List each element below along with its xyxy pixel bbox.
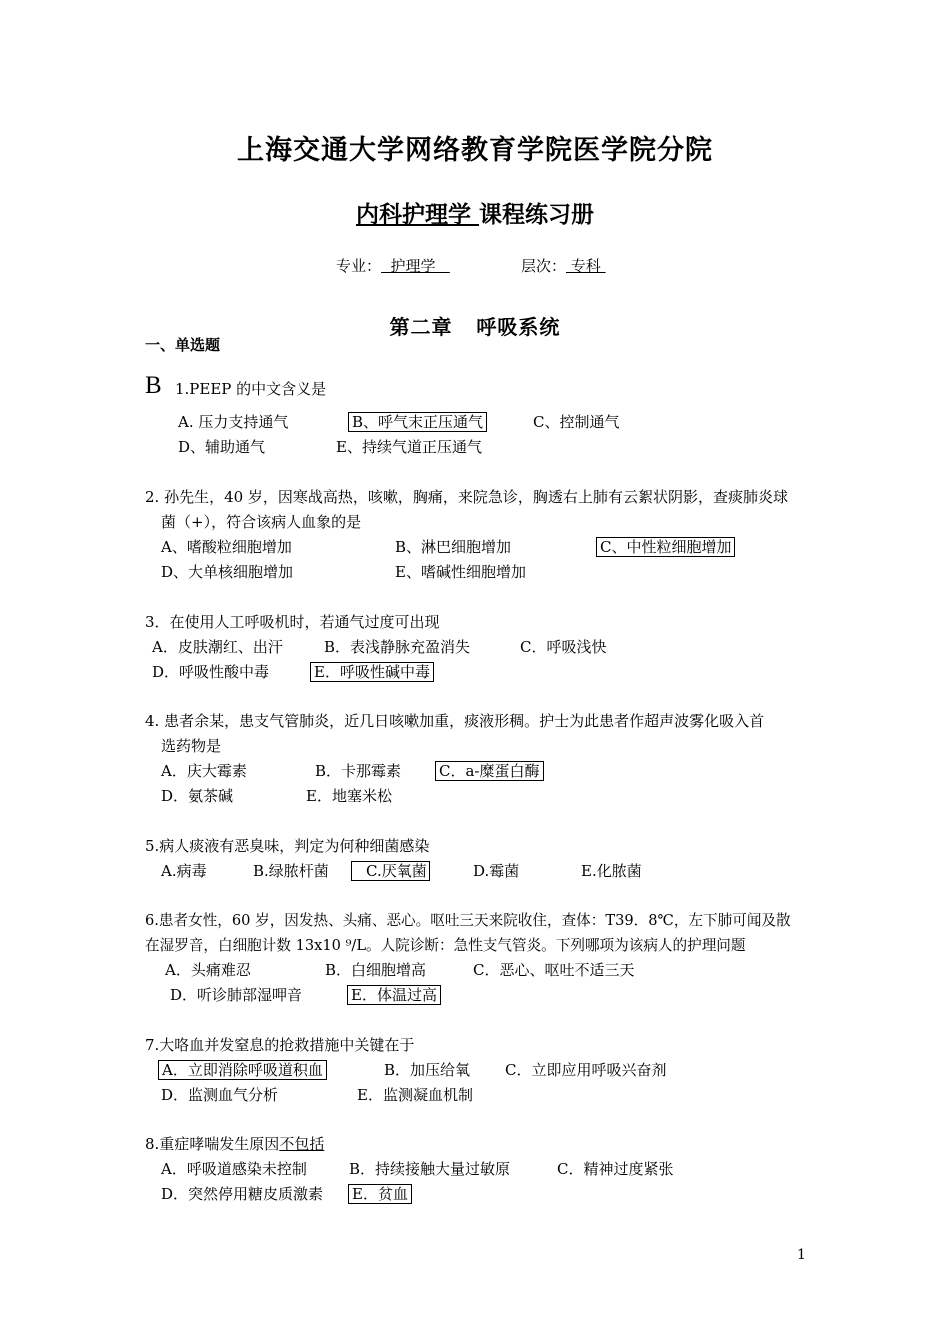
major-value: 护理学	[381, 257, 450, 275]
option-c-answer: C.厌氧菌	[351, 861, 430, 881]
chapter-title: 第二章 呼吸系统	[389, 315, 561, 339]
option-a: A．头痛难忍	[165, 961, 251, 979]
section-heading: 一、单选题	[145, 336, 221, 354]
option-b: B．白细胞增高	[325, 961, 427, 979]
option-d: D．突然停用糖皮质激素	[161, 1185, 324, 1203]
question-stem: 2. 孙先生，40 岁，因寒战高热，咳嗽，胸痛，来院急诊，胸透右上肺有云絮状阴影，查痰肺炎球	[145, 488, 788, 506]
option-b: B．加压给氧	[384, 1061, 471, 1079]
option-e-answer: E．呼吸性碱中毒	[310, 662, 434, 682]
option-c: C．恶心、呕吐不适三天	[473, 961, 635, 979]
option-d: D.霉菌	[473, 862, 520, 880]
level-value: 专科	[566, 257, 606, 275]
option-d: D．听诊肺部湿呷音	[170, 986, 303, 1004]
option-c: C、控制通气	[533, 413, 620, 431]
option-c-answer: C．a-糜蛋白酶	[435, 761, 544, 781]
option-c: C．精神过度紧张	[557, 1160, 674, 1178]
option-d: D、大单核细胞增加	[161, 563, 294, 581]
question-stem-cont: 菌（+），符合该病人血象的是	[161, 513, 362, 531]
option-a: A、嗜酸粒细胞增加	[161, 538, 292, 556]
option-e: E．监测凝血机制	[357, 1086, 473, 1104]
question-stem-cont: 在湿罗音，白细胞计数 13x10 ⁹/L。人院诊断：急性支气管炎。下列哪项为该病人的护理问题	[145, 937, 746, 954]
answer-mark: B	[145, 372, 162, 399]
course-title	[0, 196, 950, 229]
option-a: A. 压力支持通气	[178, 413, 289, 431]
institution-title: 上海交通大学网络教育学院医学院分院	[237, 135, 713, 166]
major-label: 专业：	[336, 257, 382, 275]
option-d: D．呼吸性酸中毒	[152, 663, 270, 681]
option-c: C．呼吸浅快	[520, 638, 607, 656]
question-stem: 1.PEEP 的中文含义是	[175, 380, 327, 398]
question-stem-cont: 选药物是	[161, 737, 222, 755]
question-stem	[145, 1132, 324, 1157]
option-a: A.病毒	[161, 862, 207, 880]
option-b: B、淋巴细胞增加	[395, 538, 512, 556]
option-b: B.绿脓杆菌	[253, 862, 329, 880]
option-a: A．呼吸道感染未控制	[161, 1160, 307, 1178]
question-stem: 5.病人痰液有恶臭味，判定为何种细菌感染	[145, 837, 430, 855]
question-stem-emphasis: 不包括	[279, 1135, 325, 1153]
option-e-answer: E．体温过高	[347, 985, 441, 1005]
option-a-answer: A．立即消除呼吸道积血	[158, 1060, 327, 1080]
question-stem: 7.大咯血并发窒息的抢救措施中关键在于	[145, 1036, 415, 1054]
option-d: D．氨茶碱	[161, 787, 234, 805]
option-b-answer: B、呼气末正压通气	[348, 412, 487, 432]
option-c: C．立即应用呼吸兴奋剂	[505, 1061, 667, 1079]
option-d: D、辅助通气	[178, 438, 266, 456]
page-number: 1	[797, 1247, 806, 1263]
option-b: B．持续接触大量过敏原	[349, 1160, 511, 1178]
question-stem: 4. 患者余某，患支气管肺炎，近几日咳嗽加重，痰液形稠。护士为此患者作超声波雾化吸入首	[145, 712, 765, 730]
option-a: A．庆大霉素	[161, 762, 247, 780]
option-e-answer: E．贫血	[348, 1184, 412, 1204]
question-stem: 3．在使用人工呼吸机时，若通气过度可出现	[145, 613, 440, 631]
option-e: E、持续气道正压通气	[336, 438, 482, 456]
option-e: E．地塞米松	[306, 787, 392, 805]
question-stem-text: 8.重症哮喘发生原因	[145, 1135, 280, 1153]
option-b: B．表浅静脉充盈消失	[324, 638, 471, 656]
option-e: E、嗜碱性细胞增加	[395, 563, 526, 581]
level-field	[521, 255, 606, 276]
option-a: A．皮肤潮红、出汗	[152, 638, 283, 656]
option-e: E.化脓菌	[581, 862, 642, 880]
option-d: D．监测血气分析	[161, 1086, 279, 1104]
question-stem: 6.患者女性，60 岁，因发热、头痛、恶心。呕吐三天来院收住，查体：T39．8℃，左下肺可闻及散	[145, 912, 791, 929]
course-name: 内科护理学	[355, 201, 479, 228]
course-suffix: 课程练习册	[479, 201, 594, 228]
option-b: B．卡那霉素	[315, 762, 402, 780]
major-field	[336, 255, 450, 276]
level-label: 层次：	[521, 257, 567, 275]
option-c-answer: C、中性粒细胞增加	[596, 537, 735, 557]
